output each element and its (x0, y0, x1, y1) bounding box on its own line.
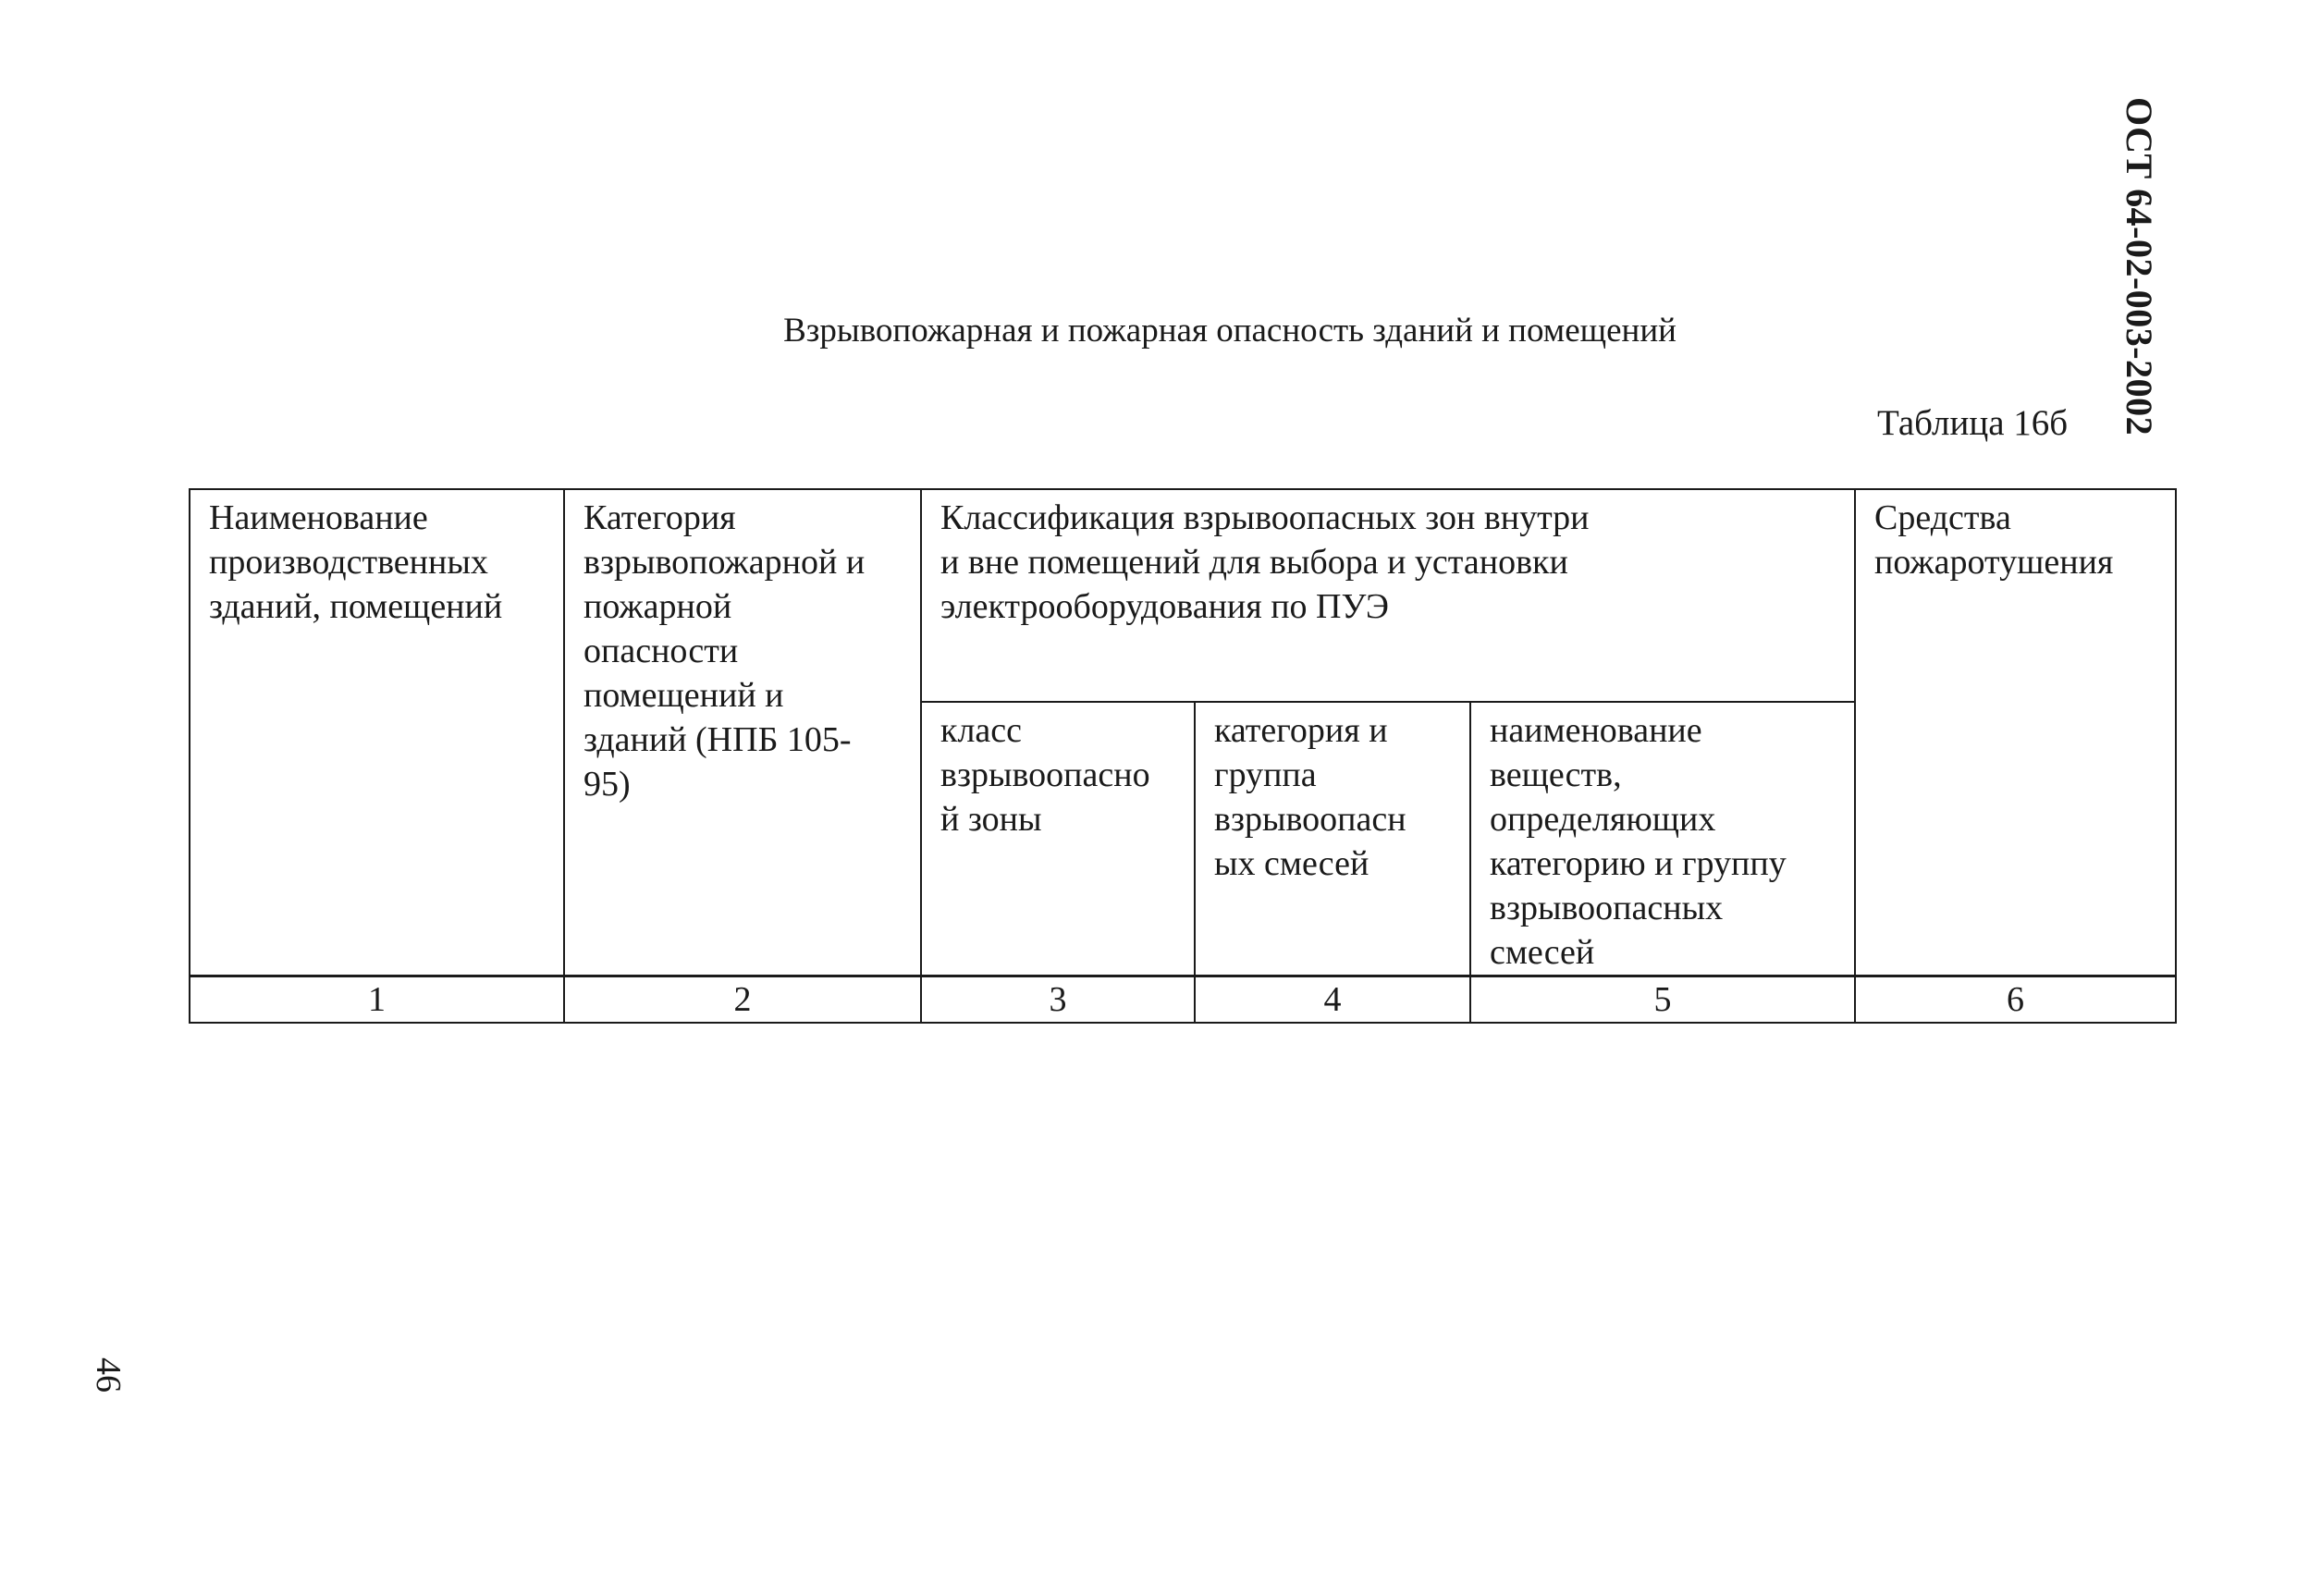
header-building-name: Наименование производственных зданий, помещений (190, 489, 564, 976)
specification-table (189, 488, 2177, 1024)
column-number: 1 (190, 976, 564, 1024)
column-number: 6 (1855, 976, 2176, 1024)
header-zone-classification: Классификация взрывоопасных зон внутри и вне помещений для выбора и установки электрооборудования по ПУЭ (921, 489, 1855, 702)
page-number: 46 (89, 1357, 128, 1393)
table-header-row (190, 489, 2176, 702)
header-hazard-category: Категория взрывопожарной и пожарной опасности помещений и зданий (НПБ 105- 95) (564, 489, 921, 976)
header-zone-class: класс взрывоопасно й зоны (921, 702, 1195, 976)
document-code: ОСТ 64-02-003-2002 (2119, 97, 2160, 436)
column-number: 4 (1195, 976, 1470, 1024)
page-title: Взрывопожарная и пожарная опасность зданий и помещений (783, 312, 1676, 350)
table-label: Таблица 16б (1877, 403, 2069, 443)
column-number: 2 (564, 976, 921, 1024)
header-substance-name: наименование веществ, определяющих категорию и группу взрывоопасных смесей (1470, 702, 1855, 976)
column-number: 3 (921, 976, 1195, 1024)
column-number: 5 (1470, 976, 1855, 1024)
column-number-row (190, 976, 2176, 1024)
header-mixture-category: категория и группа взрывоопасн ых смесей (1195, 702, 1470, 976)
header-extinguishing-means: Средства пожаротушения (1855, 489, 2176, 976)
